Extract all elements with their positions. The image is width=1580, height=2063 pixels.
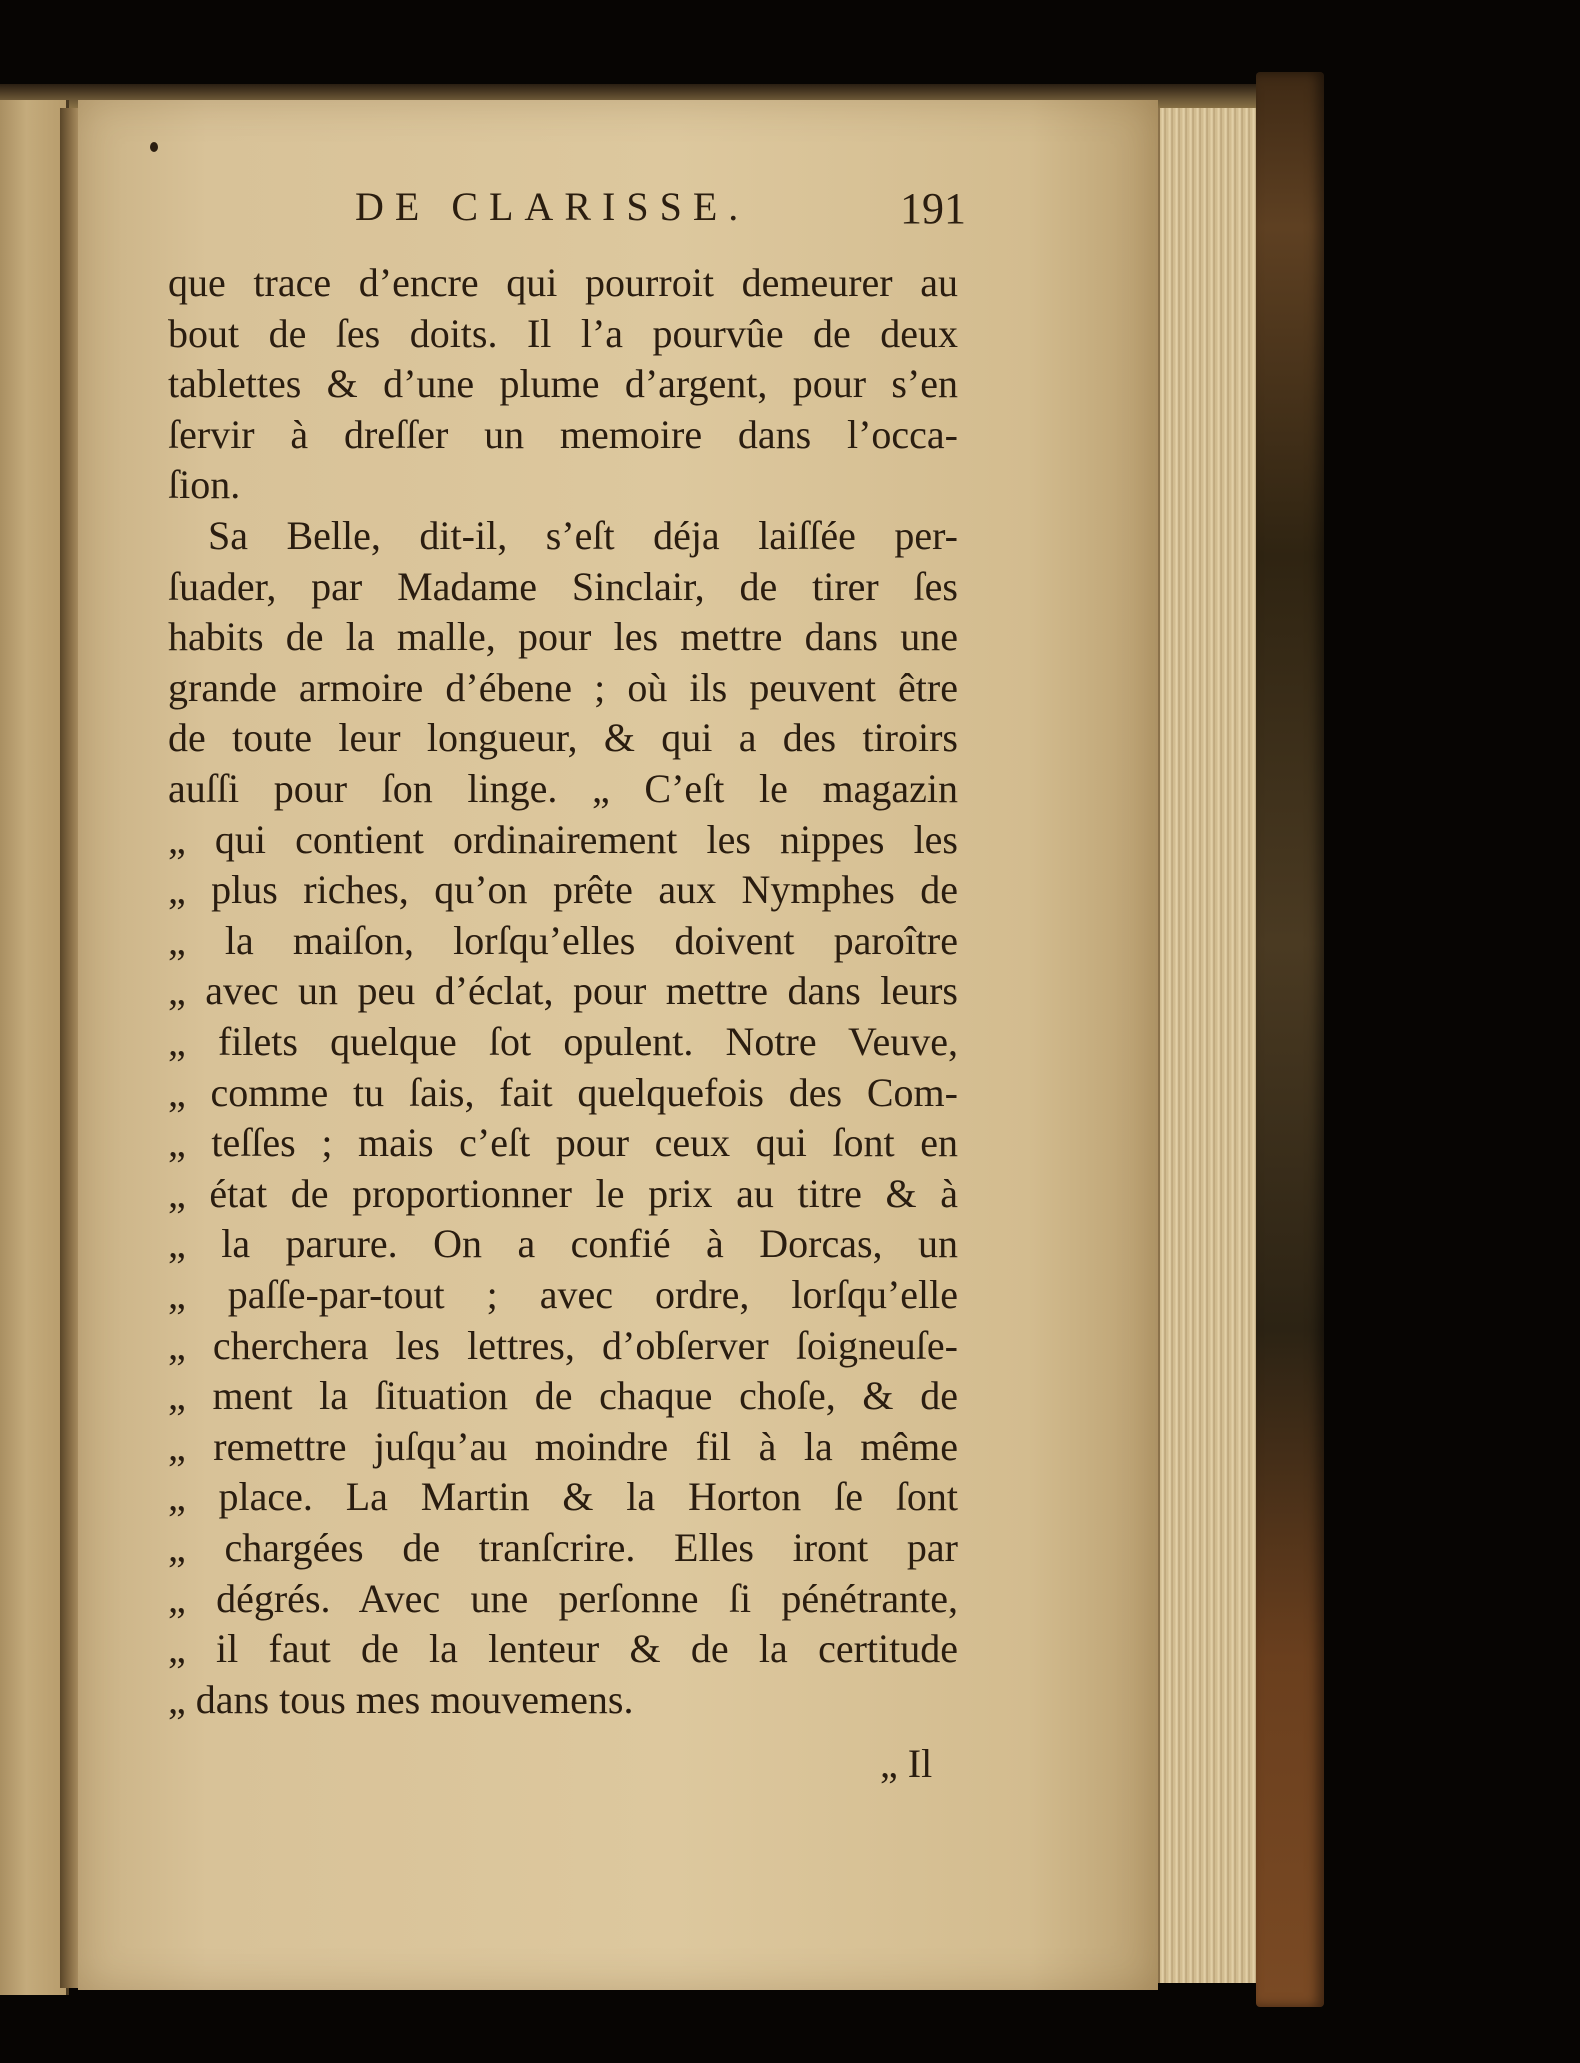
text-line: „ teſſes ; mais c’eſt pour ceux qui ſont en bbox=[168, 1120, 958, 1166]
text-line: habits de la malle, pour les mettre dans une bbox=[168, 614, 958, 660]
text-line: „ la parure. On a confié à Dorcas, un bbox=[168, 1221, 958, 1267]
text-line: „ chargées de tranſcrire. Elles iront par bbox=[168, 1525, 958, 1570]
text-line: „ paſſe-par-tout ; avec ordre, lorſqu’elle bbox=[168, 1272, 958, 1317]
text-line: „ avec un peu d’éclat, pour mettre dans leurs bbox=[168, 968, 958, 1014]
leather-cover bbox=[1256, 72, 1324, 2007]
text-line: „ comme tu ſais, fait quelquefois des Com- bbox=[168, 1069, 958, 1115]
text-line: „ dans tous mes mouvemens. bbox=[168, 1676, 634, 1722]
text-line: „ remettre juſqu’au moindre fil à la même bbox=[168, 1423, 958, 1469]
page-number: 191 bbox=[900, 184, 966, 233]
text-line: de toute leur longueur, & qui a des tiroirs bbox=[168, 715, 958, 761]
text-line: „ qui contient ordinairement les nippes les bbox=[168, 816, 958, 862]
text-line: tablettes & d’une plume d’argent, pour s’en bbox=[168, 361, 958, 407]
text-line: ſion. bbox=[168, 462, 241, 508]
text-line: „ cherchera les lettres, d’obſerver ſoigneuſe- bbox=[168, 1322, 958, 1368]
text-line: Sa Belle, dit-il, s’eſt déja laiſſée per- bbox=[208, 513, 958, 558]
previous-page-edge bbox=[0, 100, 69, 1995]
running-head: DE CLARISSE. bbox=[355, 184, 750, 229]
text-line: „ la maiſon, lorſqu’elles doivent paroître bbox=[168, 917, 958, 963]
ink-speck bbox=[150, 142, 158, 152]
text-line: „ place. La Martin & la Horton ſe ſont bbox=[168, 1474, 958, 1520]
text-line: grande armoire d’ébene ; où ils peuvent être bbox=[168, 664, 958, 710]
page-edges bbox=[1158, 108, 1258, 1983]
text-line: bout de ſes doits. Il l’a pourvûe de deux bbox=[168, 310, 958, 356]
text-line: auſſi pour ſon linge. „ C’eſt le magazin bbox=[168, 766, 958, 811]
catchword: „ Il bbox=[880, 1741, 933, 1786]
text-line: que trace d’encre qui pourroit demeurer au bbox=[168, 260, 958, 305]
text-line: „ dégrés. Avec une perſonne ſi pénétrante, bbox=[168, 1575, 958, 1621]
text-line: „ état de proportionner le prix au titre & à bbox=[168, 1170, 958, 1216]
text-line: „ plus riches, qu’on prête aux Nymphes de bbox=[168, 867, 958, 913]
text-line: ſervir à dreſſer un memoire dans l’occa- bbox=[168, 411, 958, 457]
text-line: „ ment la ſituation de chaque choſe, & de bbox=[168, 1373, 958, 1419]
text-line: „ il faut de la lenteur & de la certitude bbox=[168, 1626, 958, 1672]
text-line: „ filets quelque ſot opulent. Notre Veuve, bbox=[168, 1019, 958, 1064]
text-line: ſuader, par Madame Sinclair, de tirer ſes bbox=[168, 563, 958, 609]
